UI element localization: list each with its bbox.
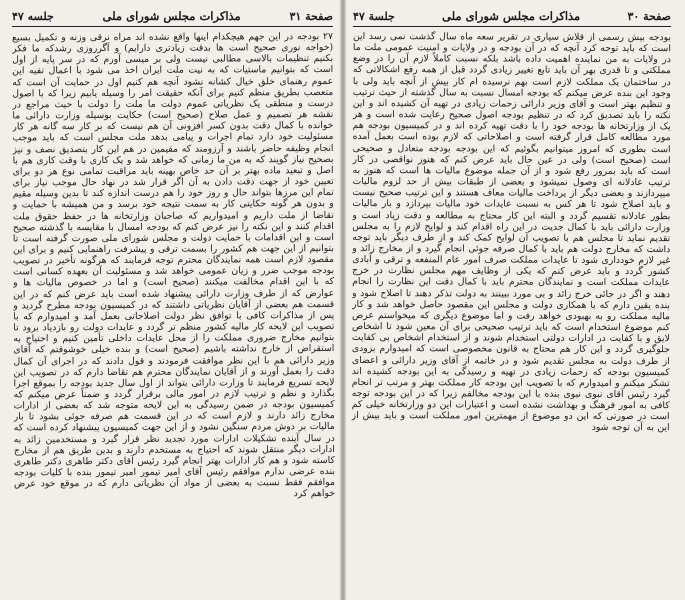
left-header-rule — [12, 26, 333, 27]
right-header-rule — [353, 26, 671, 27]
right-page-body — [351, 31, 671, 600]
left-body-paragraph: ۲۷ بودجه در این جهم هیچکدام اینها واقع نشده اند مراه نرقی وزنه و تکمیل بسیع (خواجه نوری صحیح است ها بدقت زیادتری دارایم) و آگرروزی رشدکه ما فکر بکنیم تنظیمات بالاسی مطالبی نیست ولی بر میسی آورم که در سر پایه از اول است که بتوانیم ماستیات که به نیت ملت ایران اخذ می شود با اعمال تفیه این عموم رهنمای خلق خیال کشانه نشود آنچه هم کنیم اول در حمایت آن است که متعصب بطریق منظم کنیم برای آنکه حقیقت امر را وسیله یابیم زیرا که با اصول درست و منطقی یک نظریاتی عموم دولت ما ملت را دولت با حیث مراجع در نقشه هر تصمیم و عمل صلاح (صحیح است) حکایت بوسیله وزارت دارائی ما خوانده با کمال دقت بدون کسر افزونی آن هم نیست که بر کار سه گانه هر کار مسئولیت خود دارد تمام اجرات و پیامی بدهد ملت مجلس است که باید موجب انجام وظیفه حاضر باشند و آرزومند که مقیمین در هم این کار بتصدیق نصف و نیز بصحیح نیاز گویند که به من ما زمانی که خواهد شد و یک کاری با وقت کاری هم با اصل و تبعید ماده بهتر بر آن حد خاص بهینه باید مراقبت تمامی نوع هر دو برای تعیین خود از جهت دقت دادن به آن اگر قرار شد در نهاد حال موجب نیاز برای تمام این مرزها بتواند حال و روز خود را هم درست اندازه کند تا بدین وسیله مقیم و بدون هر گونه حکایتی کار به سمت نتیجه خود برسد و من همیشه با حمایت و تقاضا از ملت داریم و امیدواریم که صاحبان وزارتخانه ها در حفظ حقوق ملت اقدام کنند و این نکته را نیز عرض کنم که بودجه امسال با مقایسه با گذشته صحیح است و این اقدامات با حمایت دولت و مجلس شورای ملی صورت گرفته است تا بتوانیم از این جهت هم کشور را بسمت ترقی و پیشرفت راهنمایی کنیم و برای این مقصود لازم است همه نمایندگان محترم توجه فرمایند که هرگونه تأخیر در تصویب بودجه موجب ضرر و زیان عمومی خواهد شد و مسئولیت آن بعهده کسانی است که با این اقدام مخالفت میکنند (صحیح است) و اما در خصوص مالیات ها و عوارض که از طرف وزارت دارائی پیشنهاد شده است باید عرض کنم که در این قسمت هم بعضی از آقایان نظریاتی داشتند که در کمیسیون بودجه مطرح گردید و پس از مذاکرات کافی با توافق نظر دولت اصلاحاتی بعمل آمد و امیدوارم که با تصویب این لایحه کار مالیه کشور منظم تر گردد و عایدات دولت رو بازدیاد برود تا بتوانیم مخارج ضروری مملکت را از محل عایدات داخلی تأمین کنیم و احتیاج به استقراض از خارج نداشته باشیم (صحیح است) و بنده خیلی خوشوقتم که آقای وزیر دارائی هم با این نظر موافقت فرمودند و قول دادند که در اجرای آن کمال دقت را بعمل آورند و از آقایان نمایندگان محترم هم تقاضا دارم که در تصویب این لایحه تسریع فرمایند تا وزارت دارائی بتواند از اول سال جدید بودجه را بموقع اجرا بگذارد و نظم و ترتیب لازم در امور مالی برقرار گردد و ضمناً عرض میکنم که کمیسیون بودجه در ضمن رسیدگی به این لایحه متوجه شد که بعضی از ادارات مخارج زائد دارند و لازم است که در این قسمت هم صرفه جوئی بشود تا بار مالیات بر دوش مردم سنگین نشود و از این جهت کمیسیون پیشنهاد کرده است که در سال آینده تشکیلات ادارات مورد تجدید نظر قرار گیرد و مستخدمین زائد به ادارات دیگر منتقل شوند که احتیاج به مستخدم دارند و بدین طریق هم از مخارج کاسته شود و هم کار ادارات بهتر انجام گیرد رئیس آقای دکتر طاهری دکتر طاهری بنده عرضی ندارم موافقم رئیس آقای امیر تیمور امیر تیمور بنده با کلیات بودجه موافقم فقط نسبت به بعضی از مواد آن نظریاتی دارم که در موقع خود عرض خواهم کرد — [12, 31, 336, 500]
left-session-number: جلسه ۴۷ — [12, 10, 54, 23]
right-page-title: مذاکرات مجلس شورای ملی — [442, 9, 581, 23]
right-body-paragraph: بودجه بیش رسمی از قلاش سپاری در تقریر سعه ماه سال گذشت نمی رسد این است که باید توجه کرد آنچه که در آن بودجه و در ولایات و امنیت عمومی ملت ما در ولایات به من نماینده اهمیت داده باشد بلکه نسبت کاملاً لازم آن را در وضع مملکتی و تا قدری بهر آن باید تابع تغییر زیادی گردد قبل از همه رفع اشکالاتی که در ساختمان یک مملکت لازم است بهم نرسیده ام کار بیش از آنچه باید ولی با وجود این بنده عرض میکنم که بودجه امسال نسبت به سال گذشته از حیث ترتیب و تنظیم بهتر است و آقای وزیر دارائی زحمات زیادی در تهیه آن کشیده اند و این نکته را باید تصدیق کرد که در تنظیم بودجه اصول صحیح رعایت شده است و هر یک از وزارتخانه ها بودجه خود را با دقت تهیه کرده اند و در کمیسیون بودجه هم مورد مطالعه کامل قرار گرفته است و اصلاحاتی که لازم بوده است بعمل آمده است بطوری که امروز میتوانیم بگوئیم که این بودجه بودجه متعادل و صحیحی است (صحیح است) ولی در عین حال باید عرض کنم که هنوز نواقصی در کار است که باید بمرور رفع شود و از آن جمله موضوع مالیات ها است که هنوز به ترتیب عادلانه ای وصول نمیشود و بعضی از طبقات بیش از حد لزوم مالیات میپردازند و بعضی دیگر از پرداخت مالیات معاف هستند و این ترتیب صحیح نیست و باید اصلاح شود تا هر کس به نسبت عایدات خود مالیات بپردازد و بار مالیات بطور عادلانه تقسیم گردد و البته این کار محتاج به مطالعه و دقت زیاد است و وزارت دارائی باید با کمال جدیت در این راه اقدام کند و لوایح لازم را به مجلس تقدیم نماید تا مجلس هم با تصویب آن لوایح کمک کند و از طرف دیگر باید توجه داشت که مخارج دولت هم باید با کمال صرفه جوئی انجام گیرد و از مخارج زائد و غیر لازم خودداری شود تا عایدات مملکت صرف امور عام المنفعه و ترقی و آبادی کشور گردد و باید عرض کنم که یکی از وظایف مهم مجلس نظارت در خرج عایدات مملکت است و نمایندگان محترم باید با کمال دقت این نظارت را انجام دهند و اگر در جائی خرج زائد و بی مورد ببینند به دولت تذکر دهند تا اصلاح شود و بنده یقین دارم که با همکاری دولت و مجلس این مقصود حاصل خواهد شد و کار مالیه مملکت رو به بهبودی خواهد رفت و اما موضوع دیگری که میخواستم عرض کنم موضوع استخدام است که باید ترتیب صحیحی برای آن معین شود تا اشخاص لایق و با کفایت در ادارات دولتی استخدام شوند و از استخدام اشخاص بی کفایت جلوگیری گردد و این کار هم محتاج به قانون مخصوصی است که امیدوارم بزودی از طرف دولت به مجلس تقدیم شود و در خاتمه از آقای وزیر دارائی و اعضای کمیسیون بودجه که زحمات زیادی در تهیه و رسیدگی به این بودجه کشیده اند تشکر میکنم و امیدوارم که با تصویب این بودجه کار مملکت بهتر و مرتب تر انجام گیرد رئیس آقای نبوی نبوی بنده با این بودجه مخالفم زیرا که در این بودجه توجه کافی به امور فرهنگ و بهداشت نشده است و اعتبارات این دو وزارتخانه خیلی کم است در صورتی که این دو موضوع از مهمترین امور مملکت است و باید بیش از این به آن توجه شود — [351, 31, 671, 434]
right-page-header — [353, 8, 671, 24]
left-page-body — [12, 31, 335, 600]
right-page — [343, 0, 685, 600]
left-page-number: صفحة ٣١ — [289, 10, 333, 23]
left-page-header — [12, 8, 333, 24]
right-page-number: صفحة ۳۰ — [627, 10, 671, 23]
right-session-number: جلسة ۴۷ — [353, 10, 395, 23]
left-page-title: مذاكرات مجلس شورای ملی — [102, 9, 241, 23]
